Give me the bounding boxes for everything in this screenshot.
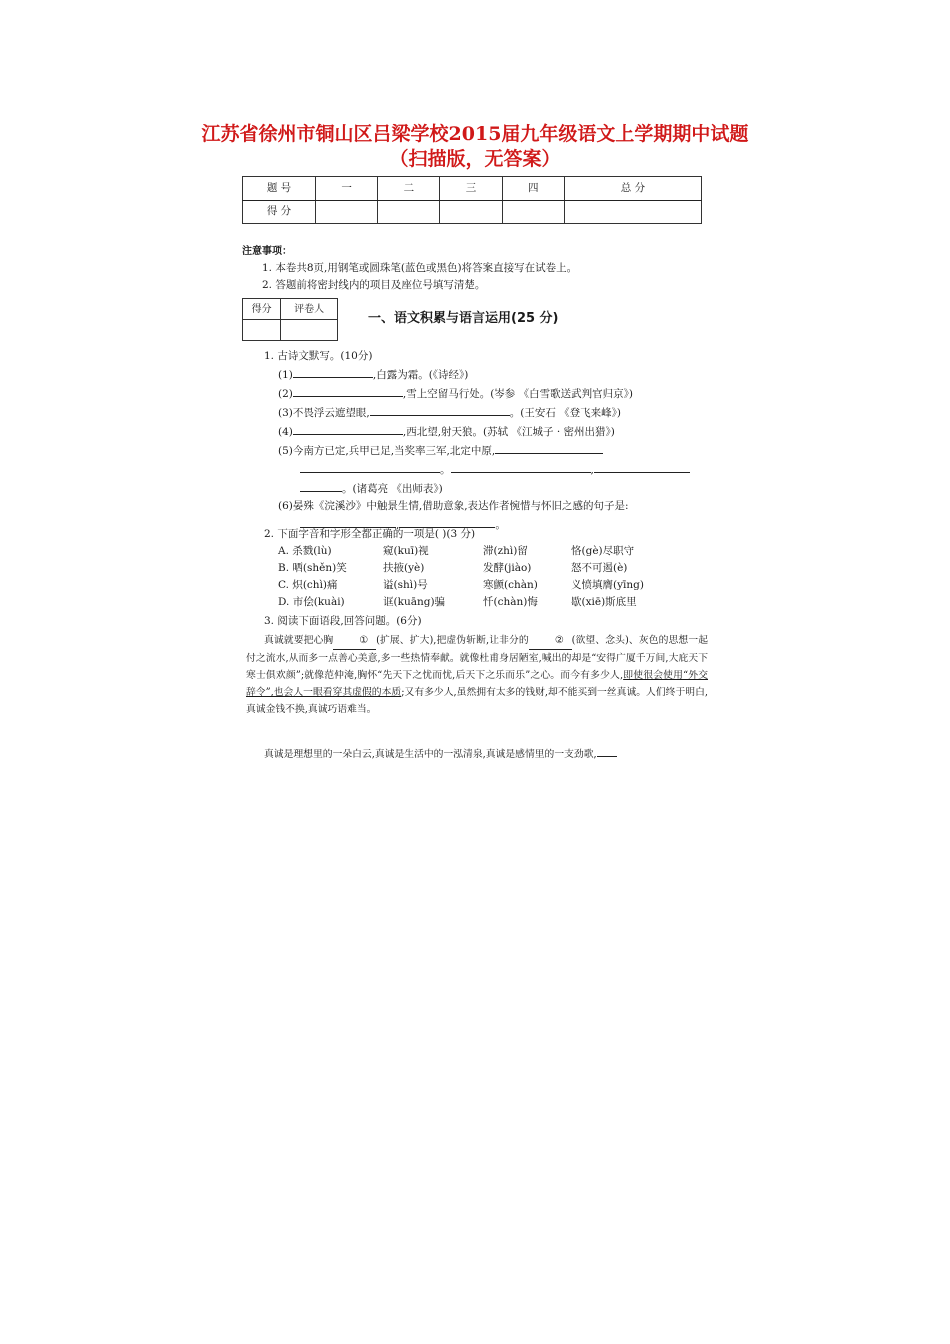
question-1 bbox=[264, 348, 710, 534]
question-2-stem: 2. 下面字音和字形全都正确的一项是( )(3 分) bbox=[264, 528, 476, 540]
option-row-c: C. 炽(chì)痛 谥(shì)号 寒颤(chàn) 义愤填膺(yīng) bbox=[278, 579, 644, 591]
question-1-stem: 1. 古诗文默写。(10分) bbox=[264, 350, 373, 362]
scanned-exam-page bbox=[242, 176, 710, 766]
question-1-item-6-answer: , 。 bbox=[264, 515, 710, 534]
question-3-stem: 3. 阅读下面语段,回答问题。(6分) bbox=[264, 615, 422, 627]
title-line-1: 江苏省徐州市铜山区吕梁学校2015届九年级语文上学期期中试题 bbox=[201, 123, 749, 145]
question-1-item-5-line-3: 。(诸葛亮 《出师表》) bbox=[264, 479, 710, 498]
grader-score-label: 得分 bbox=[243, 299, 281, 320]
answer-blank[interactable] bbox=[293, 384, 403, 397]
option-row-d: D. 市侩(kuài) 诓(kuāng)骗 忏(chàn)悔 歇(xiē)斯底里 bbox=[278, 596, 637, 608]
score-cell bbox=[564, 200, 701, 224]
grader-cell bbox=[281, 320, 338, 341]
notes-item-2: 2. 答题前将密封线内的项目及座位号填写清楚。 bbox=[262, 279, 486, 291]
score-table bbox=[242, 176, 702, 224]
score-header-total: 总 分 bbox=[564, 177, 701, 201]
question-1-item-6: (6)晏殊《浣溪沙》中触景生情,借助意象,表达作者惋惜与怀旧之感的句子是: bbox=[278, 500, 629, 512]
question-1-item-2: (2) ,雪上空留马行处。(岑参 《白雪歌送武判官归京》) bbox=[264, 384, 710, 403]
answer-blank[interactable] bbox=[293, 365, 373, 378]
question-1-item-4: (4) ,西北望,射天狼。(苏轼 《江城子 · 密州出猎》) bbox=[264, 422, 710, 441]
question-1-item-3: (3)不畏浮云遮望眼, 。(王安石 《登飞来峰》) bbox=[264, 403, 710, 422]
answer-blank[interactable] bbox=[594, 460, 690, 473]
reading-passage-p2: 真诚是理想里的一朵白云,真诚是生活中的一泓清泉,真诚是感情里的一支劲歌, bbox=[246, 744, 708, 763]
grader-name-label: 评卷人 bbox=[281, 299, 338, 320]
answer-blank[interactable] bbox=[451, 460, 591, 473]
score-cell bbox=[502, 200, 564, 224]
option-row-b: B. 哂(shěn)笑 扶掖(yè) 发酵(jiào) 怒不可遏(è) bbox=[278, 562, 628, 574]
section-title: 一、语文积累与语言运用(25 分) bbox=[368, 311, 559, 326]
document-title bbox=[0, 122, 950, 172]
score-header-4: 四 bbox=[502, 177, 564, 201]
grader-cell bbox=[243, 320, 281, 341]
question-2 bbox=[264, 526, 710, 611]
score-cell bbox=[316, 200, 378, 224]
reading-passage-p1: 真诚就要把心胸 ① (扩展、扩大),把虚伪斩断,让非分的 ② (欲望、念头)、灰色的思想一起付之流水,从而多一点善心美意,多一些热情奉献。就像杜甫身居陋室,喊出的却是“安得广厦千万间,大庇天下寒士俱欢颜”;就像范仲淹,胸怀“先天下之忧而忧,后天下之乐而乐”之心。而今有多少人,即使很会使用“外交辞令”,也会人一眼看穿其虚假的本质;又有多少人,虽然拥有太多的钱财,却不能买到一丝真诚。人们终于明白,真诚金钱不换,真诚巧语难当。 bbox=[246, 632, 708, 718]
notes-item-1: 1. 本卷共8页,用钢笔或圆珠笔(蓝色或黑色)将答案直接写在试卷上。 bbox=[262, 262, 578, 274]
answer-blank[interactable] bbox=[293, 422, 403, 435]
title-line-2: （扫描版，无答案） bbox=[389, 148, 561, 170]
underlined-sentence: 即使很会使用“外交辞令”,也会人一眼看穿其虚假的本质 bbox=[246, 670, 709, 698]
score-header-2: 二 bbox=[378, 177, 440, 201]
grader-table bbox=[242, 298, 338, 341]
score-cell bbox=[378, 200, 440, 224]
question-1-item-1: (1) ,白露为霜。(《诗经》) bbox=[264, 365, 710, 384]
option-row-a: A. 杀戮(lù) 窥(kuī)视 滞(zhì)留 恪(gè)尽职守 bbox=[278, 545, 635, 557]
blank-marker-2[interactable]: ② bbox=[529, 632, 572, 650]
answer-blank[interactable] bbox=[300, 460, 440, 473]
score-cell bbox=[440, 200, 502, 224]
score-header-1: 一 bbox=[316, 177, 378, 201]
answer-blank[interactable] bbox=[370, 403, 510, 416]
score-header-3: 三 bbox=[440, 177, 502, 201]
notes-heading: 注意事项： bbox=[242, 246, 292, 257]
notes-block bbox=[242, 243, 710, 294]
question-1-item-5: (5)今南方已定,兵甲已足,当奖率三军,北定中原, bbox=[264, 441, 710, 460]
score-row-label: 得 分 bbox=[243, 200, 316, 224]
score-header-label: 题 号 bbox=[243, 177, 316, 201]
question-1-item-5-line-2: 。 , bbox=[264, 460, 710, 479]
blank-marker-1[interactable]: ① bbox=[333, 632, 376, 650]
answer-blank[interactable] bbox=[300, 479, 342, 492]
answer-blank[interactable] bbox=[495, 441, 603, 454]
answer-blank[interactable] bbox=[597, 744, 617, 757]
